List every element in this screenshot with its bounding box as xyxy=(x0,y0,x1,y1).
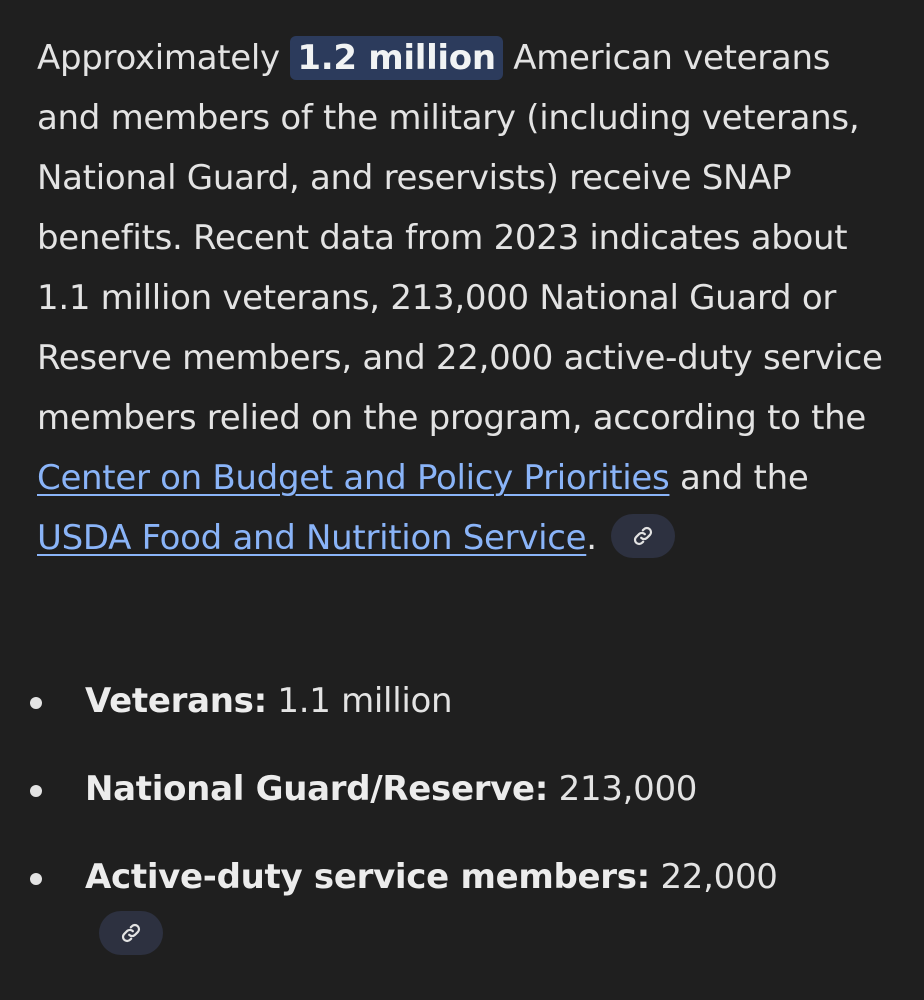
bullet-dot xyxy=(30,873,42,885)
answer-paragraph xyxy=(37,28,897,568)
source-link-chip[interactable] xyxy=(611,514,675,558)
bullet-label: National Guard/Reserve: xyxy=(85,769,549,809)
list-item-national-guard xyxy=(0,760,785,818)
list-item-active-duty xyxy=(0,848,785,964)
paragraph-lead: Approximately xyxy=(37,38,291,78)
highlighted-figure: 1.2 million xyxy=(290,36,502,80)
source-link-chip[interactable] xyxy=(99,911,163,955)
paragraph-between: and the xyxy=(669,458,809,498)
link-icon xyxy=(632,525,654,547)
paragraph-body: American veterans and members of the military (including veterans, National Guard, and reservists) receive SNAP benefits. Recent data from 2023 indicates about 1.1 million veterans, 213,000 National Guard or Reserve members, and 22,000 active-duty service members relied on the program, according to the xyxy=(37,38,883,438)
bullet-value: 213,000 xyxy=(548,769,698,809)
bullet-value: 22,000 xyxy=(649,857,778,897)
bullet-value: 1.1 million xyxy=(266,681,453,721)
bullet-label: Active-duty service members: xyxy=(85,857,650,897)
breakdown-list xyxy=(0,672,924,994)
bullet-label: Veterans: xyxy=(85,681,267,721)
link-icon xyxy=(120,922,142,944)
cbpp-link[interactable]: Center on Budget and Policy Priorities xyxy=(37,458,670,498)
usda-fns-link[interactable]: USDA Food and Nutrition Service xyxy=(37,518,587,558)
paragraph-end: . xyxy=(586,518,597,558)
list-item-veterans xyxy=(0,672,785,730)
bullet-dot xyxy=(30,785,42,797)
bullet-dot xyxy=(30,697,42,709)
